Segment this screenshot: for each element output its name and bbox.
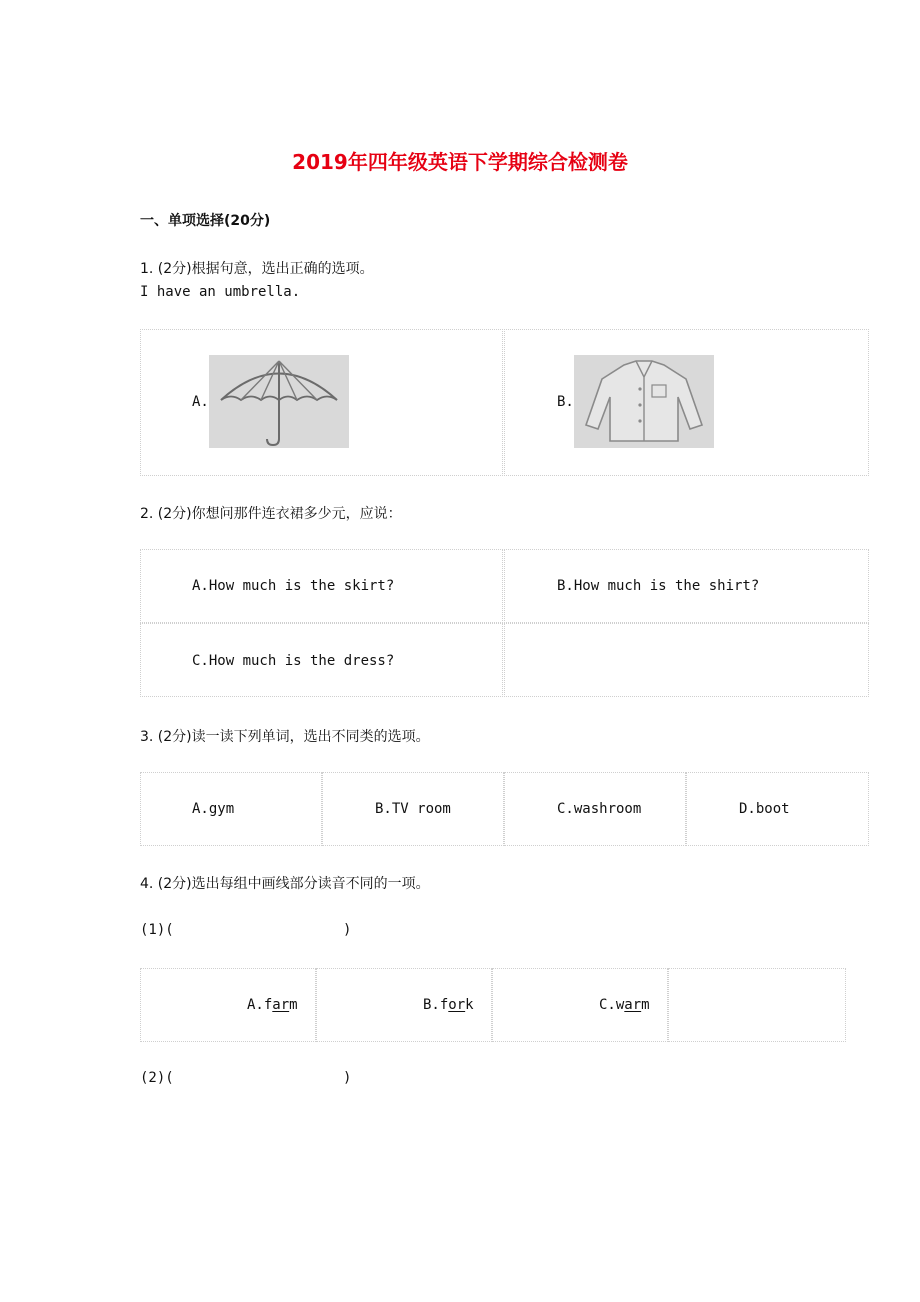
question-2-prompt: 2. (2分)你想问那件连衣裙多少元，应说：: [140, 506, 402, 522]
section-heading: 一、单项选择(20分): [140, 213, 271, 229]
q4-sub2-close: ): [343, 1070, 352, 1086]
q4-sub1-label: (1)(: [140, 922, 174, 938]
umbrella-picture-icon[interactable]: [209, 355, 349, 448]
question-4-prompt: 4. (2分)选出每组中画线部分读音不同的一项。: [140, 876, 430, 892]
q3-option-d: D.boot: [739, 801, 790, 817]
q3-option-c: C.washroom: [557, 801, 642, 817]
q1-option-a-label: A.: [192, 394, 209, 410]
q2-empty-cell: [504, 623, 869, 697]
q2-option-c: C.How much is the dress?: [192, 653, 395, 669]
q1-option-b-label: B.: [557, 394, 574, 410]
question-1-prompt: 1. (2分)根据句意，选出正确的选项。: [140, 261, 374, 277]
q4-sub2-label: (2)(: [140, 1070, 174, 1086]
q2-option-b: B.How much is the shirt?: [557, 578, 760, 594]
question-3-prompt: 3. (2分)读一读下列单词，选出不同类的选项。: [140, 729, 430, 745]
underline-part: ar: [624, 997, 642, 1013]
shirt-picture-icon[interactable]: [574, 355, 714, 448]
q4-option-b: B.fork: [423, 997, 474, 1013]
q3-option-a: A.gym: [192, 801, 235, 817]
underline-part: or: [448, 997, 466, 1013]
q4-option-c: C.warm: [599, 997, 650, 1013]
q4-sub1-close: ): [343, 922, 352, 938]
q3-option-b: B.TV room: [375, 801, 451, 817]
underline-part: ar: [272, 997, 290, 1013]
q2-option-a: A.How much is the skirt?: [192, 578, 395, 594]
q4-option-c-cell[interactable]: [668, 968, 846, 1042]
q4-option-a: A.farm: [247, 997, 298, 1013]
question-1-sentence: I have an umbrella.: [140, 284, 301, 300]
page-title: 2019年四年级英语下学期综合检测卷: [292, 150, 628, 174]
